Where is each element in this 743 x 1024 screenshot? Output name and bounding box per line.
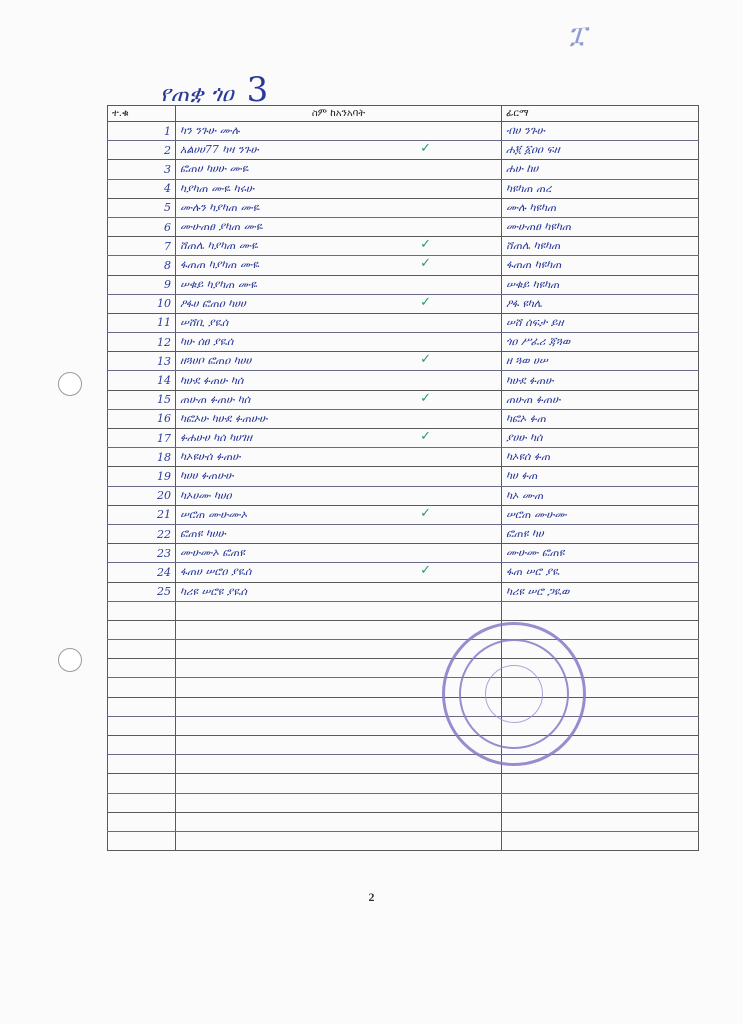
member-name-text: ካሪዩ ሠሮዩ ያዪሰ	[180, 584, 247, 598]
row-number: 14	[108, 371, 176, 390]
member-signature: ካሪዩ ሠሮ ጋዪወ	[502, 582, 699, 601]
member-signature: ዖፋ ዩካሌ	[502, 294, 699, 313]
member-name-text: ካያካጠ ሙዬ ካሩሁ	[180, 181, 254, 195]
empty-cell	[176, 736, 502, 755]
official-stamp	[442, 622, 586, 766]
member-name-text: ዘጓሀቦ ፎጠዐ ካሀሀ	[180, 354, 252, 368]
table-row	[108, 275, 699, 294]
member-name	[176, 486, 502, 505]
member-name	[176, 141, 502, 160]
member-name-text: ሙሁጠፀ ያካጠ ሙዬ	[180, 220, 263, 234]
member-signature: ዘ ጓወ ሀሠ	[502, 352, 699, 371]
member-name	[176, 371, 502, 390]
check-mark: ✓	[420, 390, 431, 406]
member-signature: ሠሸ ሰፍታ ይዘ	[502, 313, 699, 332]
check-mark: ✓	[420, 352, 431, 368]
empty-cell	[176, 831, 502, 850]
member-name	[176, 294, 502, 313]
empty-cell	[108, 812, 176, 831]
member-name-text: ሠሸቢ ያዪሰ	[180, 315, 229, 329]
member-name-text: ካሁደ ፉጠሁ ካሰ	[180, 373, 244, 387]
member-signature: ፎጠዩ ካሀ	[502, 524, 699, 543]
empty-cell	[176, 812, 502, 831]
empty-cell	[108, 659, 176, 678]
row-number: 21	[108, 505, 176, 524]
row-number: 10	[108, 294, 176, 313]
member-signature: ሙሁሙ ፎጠዩ	[502, 544, 699, 563]
member-signature: ያሀሁ ካሰ	[502, 429, 699, 448]
empty-cell	[108, 831, 176, 850]
column-header-number: ተ.ቁ	[108, 106, 176, 122]
row-number: 8	[108, 256, 176, 275]
table-body	[108, 122, 699, 851]
member-name	[176, 544, 502, 563]
member-name-text: ካኦሀሙ ካሀዐ	[180, 488, 232, 502]
check-mark: ✓	[420, 237, 431, 253]
empty-cell	[108, 697, 176, 716]
table-row	[108, 563, 699, 582]
empty-cell	[108, 793, 176, 812]
empty-cell	[502, 601, 699, 620]
column-header-name: ስም ከአንአባት	[176, 106, 502, 122]
member-signature: ካዩካጠ ጠረ	[502, 179, 699, 198]
row-number: 7	[108, 237, 176, 256]
member-name	[176, 217, 502, 236]
member-name-text: ካኦዩሁሰ ፉጠሁ	[180, 450, 241, 464]
member-signature: ካፎኦ ፉጠ	[502, 409, 699, 428]
empty-table-row	[108, 620, 699, 639]
member-signature: ብሀ ንጉሁ	[502, 122, 699, 141]
empty-table-row	[108, 716, 699, 735]
member-name-text: አልሀሀ77 ካዛ ንጉሁ	[180, 143, 259, 157]
empty-table-row	[108, 793, 699, 812]
check-mark: ✓	[420, 429, 431, 444]
empty-cell	[176, 620, 502, 639]
corner-mark: ፗ	[568, 20, 587, 50]
empty-cell	[176, 601, 502, 620]
table-row	[108, 429, 699, 448]
empty-table-row	[108, 812, 699, 831]
sheet-title	[160, 70, 268, 110]
row-number: 23	[108, 544, 176, 563]
member-signature: ሠሮጠ ሙሁሙ	[502, 505, 699, 524]
table-row	[108, 448, 699, 467]
member-signature: ፋጠ ሠሮ ያዪ	[502, 563, 699, 582]
member-name	[176, 160, 502, 179]
empty-cell	[108, 601, 176, 620]
binder-hole	[58, 648, 82, 672]
row-number: 15	[108, 390, 176, 409]
empty-cell	[108, 620, 176, 639]
member-name-text: ሙሁሙኦ ፎጠዩ	[180, 546, 245, 560]
empty-table-row	[108, 697, 699, 716]
member-name	[176, 198, 502, 217]
member-name	[176, 390, 502, 409]
row-number: 6	[108, 217, 176, 236]
row-number: 12	[108, 333, 176, 352]
row-number: 18	[108, 448, 176, 467]
row-number: 2	[108, 141, 176, 160]
member-name-text: ፋጠጠ ካያካጠ ሙዬ	[180, 258, 259, 272]
table-row	[108, 467, 699, 486]
table-row	[108, 544, 699, 563]
table-row	[108, 313, 699, 332]
member-signature: ሐ፪ ፩ዐዐ ፍዘ	[502, 141, 699, 160]
empty-table-row	[108, 755, 699, 774]
table-row	[108, 486, 699, 505]
member-name-text: ካፎኦሁ ካሁደ ፉጠሁሁ	[180, 411, 268, 425]
member-signature: ሙሁጠፀ ካዩካጠ	[502, 217, 699, 236]
check-mark: ✓	[420, 505, 431, 521]
member-name-text: ካሁ ሰፀ ያዪሰ	[180, 335, 234, 349]
table-row	[108, 352, 699, 371]
empty-table-row	[108, 659, 699, 678]
table-row	[108, 217, 699, 236]
row-number: 24	[108, 563, 176, 582]
member-name	[176, 563, 502, 582]
member-name	[176, 313, 502, 332]
member-name	[176, 582, 502, 601]
table-row	[108, 179, 699, 198]
member-name-text: ጠሁጠ ፉጠሁ ካሰ	[180, 392, 251, 406]
member-signature: ካሁደ ፉጠሁ	[502, 371, 699, 390]
member-name	[176, 237, 502, 256]
member-name	[176, 429, 502, 448]
member-name	[176, 505, 502, 524]
check-mark: ✓	[420, 141, 431, 157]
row-number: 5	[108, 198, 176, 217]
empty-cell	[176, 793, 502, 812]
member-name-text: ሠሮጠ ሙሁሙኦ	[180, 507, 248, 521]
member-signature: ሸጠሌ ካዩካጠ	[502, 237, 699, 256]
page-number: 2	[368, 890, 375, 904]
empty-cell	[502, 831, 699, 850]
member-name	[176, 179, 502, 198]
attendance-table	[107, 105, 699, 851]
table-row	[108, 582, 699, 601]
member-signature: ካኦ ሙጠ	[502, 486, 699, 505]
member-name	[176, 256, 502, 275]
member-name-text: ሙሉን ካያካጠ ሙዬ	[180, 200, 260, 214]
member-name-text: ሸጠሌ ካያካጠ ሙዬ	[180, 239, 258, 253]
member-signature: ጠሁጠ ፉጠሁ	[502, 390, 699, 409]
row-number: 4	[108, 179, 176, 198]
member-name	[176, 333, 502, 352]
member-name-text: ካን ንጉሁ ሙሉ	[180, 124, 240, 138]
member-signature: ሠቁይ ካዩካጠ	[502, 275, 699, 294]
member-signature: ፋጠጠ ካዩካጠ	[502, 256, 699, 275]
check-mark: ✓	[420, 294, 431, 310]
member-signature: ጎዐ ሥፈሪ ጃጓወ	[502, 333, 699, 352]
empty-cell	[502, 812, 699, 831]
empty-table-row	[108, 831, 699, 850]
table-row	[108, 237, 699, 256]
member-name-text: ፎጠዩ ካሀሁ	[180, 527, 226, 541]
member-name	[176, 352, 502, 371]
table-row	[108, 333, 699, 352]
member-name	[176, 524, 502, 543]
empty-cell	[108, 640, 176, 659]
empty-table-row	[108, 640, 699, 659]
row-number: 9	[108, 275, 176, 294]
table-row	[108, 294, 699, 313]
member-name-text: ዖፋሀ ፎጠዐ ካሀሀ	[180, 296, 246, 310]
member-name-text: ሠቁይ ካያካጠ ሙዬ	[180, 277, 257, 291]
table-row	[108, 141, 699, 160]
empty-cell	[108, 736, 176, 755]
table-header-row	[108, 106, 699, 122]
row-number: 16	[108, 409, 176, 428]
empty-cell	[108, 755, 176, 774]
empty-table-row	[108, 601, 699, 620]
table-row	[108, 256, 699, 275]
table-row	[108, 122, 699, 141]
empty-cell	[108, 716, 176, 735]
member-name-text: ፉሐሁሀ ካሰ ካሀገዘ	[180, 431, 252, 445]
member-name	[176, 467, 502, 486]
member-name	[176, 122, 502, 141]
table-row	[108, 390, 699, 409]
row-number: 25	[108, 582, 176, 601]
member-name	[176, 409, 502, 428]
empty-cell	[108, 678, 176, 697]
row-number: 22	[108, 524, 176, 543]
empty-cell	[502, 774, 699, 793]
check-mark: ✓	[420, 256, 431, 272]
table-row	[108, 198, 699, 217]
row-number: 11	[108, 313, 176, 332]
empty-table-row	[108, 736, 699, 755]
check-mark: ✓	[420, 563, 431, 579]
member-name	[176, 275, 502, 294]
table-row	[108, 160, 699, 179]
row-number: 17	[108, 429, 176, 448]
sheet-title-text: የጠቋ ጎዐ	[160, 82, 234, 107]
empty-table-row	[108, 774, 699, 793]
member-name-text: ፋጠሀ ሠሮዐ ያዪሰ	[180, 565, 252, 579]
member-signature: ካኦዩሰ ፉጠ	[502, 448, 699, 467]
empty-cell	[176, 774, 502, 793]
row-number: 1	[108, 122, 176, 141]
table-row	[108, 371, 699, 390]
member-name	[176, 448, 502, 467]
member-name-text: ፎጠሀ ካሀሁ ሙዬ	[180, 162, 249, 176]
empty-cell	[176, 755, 502, 774]
row-number: 3	[108, 160, 176, 179]
member-signature: ሐሁ ከሀ	[502, 160, 699, 179]
row-number: 19	[108, 467, 176, 486]
table-row	[108, 524, 699, 543]
column-header-signature: ፊርማ	[502, 106, 699, 122]
empty-table-row	[108, 678, 699, 697]
row-number: 13	[108, 352, 176, 371]
member-signature: ሙሉ ካዩካጠ	[502, 198, 699, 217]
binder-hole	[58, 372, 82, 396]
sheet-number: 3	[246, 70, 269, 110]
table-row	[108, 409, 699, 428]
row-number: 20	[108, 486, 176, 505]
table-row	[108, 505, 699, 524]
empty-cell	[108, 774, 176, 793]
empty-cell	[502, 793, 699, 812]
member-name-text: ካሀሀ ፉጠሁሁ	[180, 469, 234, 483]
member-signature: ካሀ ፉጠ	[502, 467, 699, 486]
